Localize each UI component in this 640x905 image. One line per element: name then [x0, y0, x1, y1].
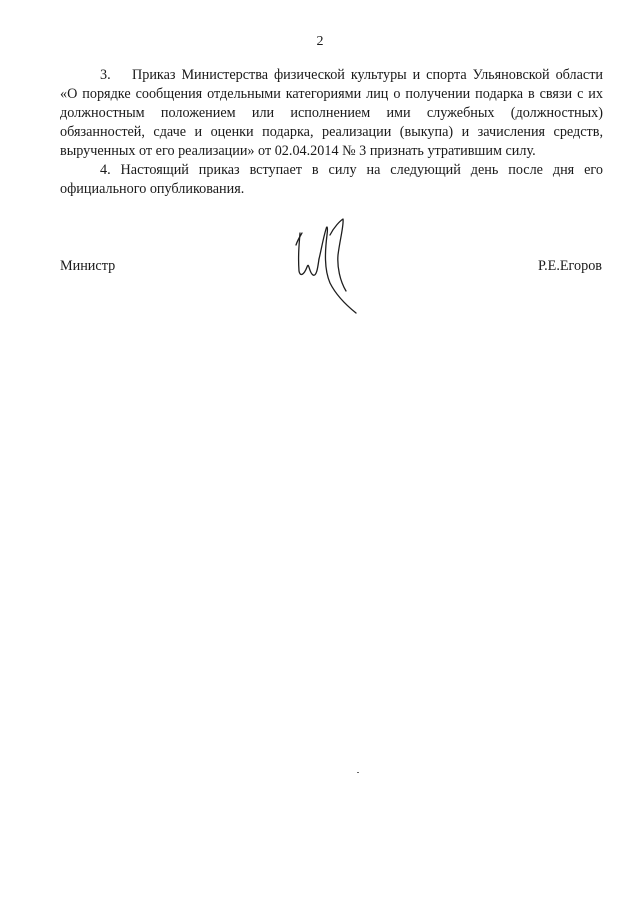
paragraph-3	[60, 66, 603, 161]
paragraph-4: 4. Настоящий приказ вступает в силу на следующий день после дня его официального опубликования.	[60, 162, 603, 197]
document-body	[60, 66, 603, 199]
signatory-name: Р.Е.Егоров	[538, 258, 602, 274]
paragraph-3-text: Приказ Министерства физической культуры и спорта Ульяновской области «О порядке сообщения отдельными категориями лиц о получении подарка в связи с их должностным положением или исполнением ими служебных (должностных) обязанностей, сдаче и оценки подарка, реализации (выкупа) и зачисления средств, вырученных от его реализации» от 02.04.2014 № 3 признать утратившим силу.	[60, 67, 603, 159]
paragraph-3-number: 3.	[100, 67, 111, 83]
scan-speck	[357, 772, 359, 773]
handwritten-signature	[290, 215, 385, 315]
page-number: 2	[316, 34, 324, 49]
signatory-position: Министр	[60, 258, 116, 274]
